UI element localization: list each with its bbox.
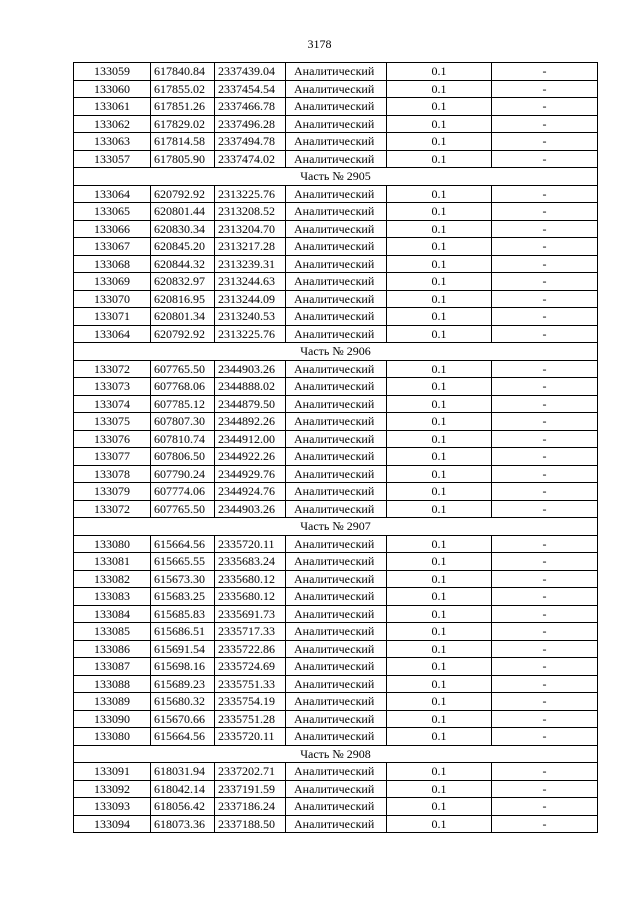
x-coordinate-cell: 615670.66	[151, 710, 215, 728]
x-coordinate-cell: 615686.51	[151, 623, 215, 641]
point-id-cell: 133078	[74, 465, 151, 483]
table-row	[74, 780, 598, 798]
method-cell: Аналитический	[286, 535, 387, 553]
extra-cell: -	[492, 675, 598, 693]
x-coordinate-cell: 615665.55	[151, 553, 215, 571]
y-coordinate-cell: 2337496.28	[215, 115, 286, 133]
x-coordinate-cell: 617805.90	[151, 150, 215, 168]
method-cell: Аналитический	[286, 500, 387, 518]
table-row	[74, 273, 598, 291]
method-cell: Аналитический	[286, 780, 387, 798]
y-coordinate-cell: 2337191.59	[215, 780, 286, 798]
x-coordinate-cell: 617814.58	[151, 133, 215, 151]
x-coordinate-cell: 617855.02	[151, 80, 215, 98]
table-row	[74, 798, 598, 816]
accuracy-cell: 0.1	[387, 290, 492, 308]
x-coordinate-cell: 617851.26	[151, 98, 215, 116]
y-coordinate-cell: 2335722.86	[215, 640, 286, 658]
point-id-cell: 133074	[74, 395, 151, 413]
y-coordinate-cell: 2344903.26	[215, 500, 286, 518]
point-id-cell: 133079	[74, 483, 151, 501]
part-title: Часть № 2905	[74, 168, 598, 186]
coordinates-table	[73, 62, 598, 833]
point-id-cell: 133080	[74, 728, 151, 746]
x-coordinate-cell: 620845.20	[151, 238, 215, 256]
y-coordinate-cell: 2313204.70	[215, 220, 286, 238]
extra-cell: -	[492, 780, 598, 798]
table-row	[74, 80, 598, 98]
method-cell: Аналитический	[286, 588, 387, 606]
accuracy-cell: 0.1	[387, 570, 492, 588]
method-cell: Аналитический	[286, 115, 387, 133]
y-coordinate-cell: 2337454.54	[215, 80, 286, 98]
method-cell: Аналитический	[286, 185, 387, 203]
extra-cell: -	[492, 640, 598, 658]
point-id-cell: 133072	[74, 500, 151, 518]
point-id-cell: 133057	[74, 150, 151, 168]
extra-cell: -	[492, 535, 598, 553]
point-id-cell: 133077	[74, 448, 151, 466]
y-coordinate-cell: 2344888.02	[215, 378, 286, 396]
method-cell: Аналитический	[286, 63, 387, 81]
x-coordinate-cell: 618042.14	[151, 780, 215, 798]
y-coordinate-cell: 2335680.12	[215, 570, 286, 588]
accuracy-cell: 0.1	[387, 483, 492, 501]
method-cell: Аналитический	[286, 553, 387, 571]
method-cell: Аналитический	[286, 413, 387, 431]
method-cell: Аналитический	[286, 798, 387, 816]
table-row	[74, 395, 598, 413]
extra-cell: -	[492, 150, 598, 168]
x-coordinate-cell: 607806.50	[151, 448, 215, 466]
x-coordinate-cell: 607785.12	[151, 395, 215, 413]
extra-cell: -	[492, 658, 598, 676]
part-title: Часть № 2906	[74, 343, 598, 361]
accuracy-cell: 0.1	[387, 693, 492, 711]
method-cell: Аналитический	[286, 308, 387, 326]
accuracy-cell: 0.1	[387, 448, 492, 466]
y-coordinate-cell: 2337439.04	[215, 63, 286, 81]
y-coordinate-cell: 2313217.28	[215, 238, 286, 256]
method-cell: Аналитический	[286, 763, 387, 781]
accuracy-cell: 0.1	[387, 308, 492, 326]
accuracy-cell: 0.1	[387, 220, 492, 238]
extra-cell: -	[492, 255, 598, 273]
table-row	[74, 588, 598, 606]
point-id-cell: 133064	[74, 185, 151, 203]
extra-cell: -	[492, 553, 598, 571]
x-coordinate-cell: 618073.36	[151, 815, 215, 833]
accuracy-cell: 0.1	[387, 763, 492, 781]
extra-cell: -	[492, 448, 598, 466]
x-coordinate-cell: 620792.92	[151, 325, 215, 343]
extra-cell: -	[492, 133, 598, 151]
extra-cell: -	[492, 308, 598, 326]
x-coordinate-cell: 620832.97	[151, 273, 215, 291]
accuracy-cell: 0.1	[387, 728, 492, 746]
y-coordinate-cell: 2335720.11	[215, 535, 286, 553]
accuracy-cell: 0.1	[387, 360, 492, 378]
table-row	[74, 413, 598, 431]
table-row	[74, 605, 598, 623]
x-coordinate-cell: 607765.50	[151, 500, 215, 518]
accuracy-cell: 0.1	[387, 395, 492, 413]
extra-cell: -	[492, 395, 598, 413]
accuracy-cell: 0.1	[387, 605, 492, 623]
accuracy-cell: 0.1	[387, 63, 492, 81]
table-row	[74, 693, 598, 711]
point-id-cell: 133087	[74, 658, 151, 676]
table-row	[74, 728, 598, 746]
x-coordinate-cell: 607774.06	[151, 483, 215, 501]
part-header-row	[74, 343, 598, 361]
table-row	[74, 308, 598, 326]
method-cell: Аналитический	[286, 395, 387, 413]
extra-cell: -	[492, 220, 598, 238]
accuracy-cell: 0.1	[387, 378, 492, 396]
table-row	[74, 535, 598, 553]
extra-cell: -	[492, 465, 598, 483]
accuracy-cell: 0.1	[387, 115, 492, 133]
method-cell: Аналитический	[286, 605, 387, 623]
y-coordinate-cell: 2313225.76	[215, 185, 286, 203]
extra-cell: -	[492, 203, 598, 221]
accuracy-cell: 0.1	[387, 553, 492, 571]
y-coordinate-cell: 2313208.52	[215, 203, 286, 221]
point-id-cell: 133081	[74, 553, 151, 571]
accuracy-cell: 0.1	[387, 815, 492, 833]
extra-cell: -	[492, 430, 598, 448]
y-coordinate-cell: 2335683.24	[215, 553, 286, 571]
extra-cell: -	[492, 483, 598, 501]
x-coordinate-cell: 615673.30	[151, 570, 215, 588]
x-coordinate-cell: 607807.30	[151, 413, 215, 431]
method-cell: Аналитический	[286, 728, 387, 746]
table-row	[74, 255, 598, 273]
table-row	[74, 63, 598, 81]
method-cell: Аналитический	[286, 238, 387, 256]
method-cell: Аналитический	[286, 150, 387, 168]
point-id-cell: 133067	[74, 238, 151, 256]
extra-cell: -	[492, 728, 598, 746]
accuracy-cell: 0.1	[387, 133, 492, 151]
table-row	[74, 98, 598, 116]
y-coordinate-cell: 2335751.33	[215, 675, 286, 693]
x-coordinate-cell: 607768.06	[151, 378, 215, 396]
method-cell: Аналитический	[286, 430, 387, 448]
x-coordinate-cell: 620816.95	[151, 290, 215, 308]
table-row	[74, 360, 598, 378]
method-cell: Аналитический	[286, 815, 387, 833]
table-row	[74, 378, 598, 396]
table-row	[74, 465, 598, 483]
table-row	[74, 640, 598, 658]
y-coordinate-cell: 2337466.78	[215, 98, 286, 116]
accuracy-cell: 0.1	[387, 413, 492, 431]
point-id-cell: 133091	[74, 763, 151, 781]
extra-cell: -	[492, 605, 598, 623]
part-header-row	[74, 518, 598, 536]
table-row	[74, 763, 598, 781]
accuracy-cell: 0.1	[387, 325, 492, 343]
accuracy-cell: 0.1	[387, 98, 492, 116]
table-row	[74, 710, 598, 728]
method-cell: Аналитический	[286, 640, 387, 658]
method-cell: Аналитический	[286, 133, 387, 151]
table-row	[74, 815, 598, 833]
part-header-row	[74, 745, 598, 763]
x-coordinate-cell: 620844.32	[151, 255, 215, 273]
y-coordinate-cell: 2313244.09	[215, 290, 286, 308]
y-coordinate-cell: 2335751.28	[215, 710, 286, 728]
accuracy-cell: 0.1	[387, 80, 492, 98]
extra-cell: -	[492, 413, 598, 431]
point-id-cell: 133060	[74, 80, 151, 98]
method-cell: Аналитический	[286, 465, 387, 483]
y-coordinate-cell: 2337186.24	[215, 798, 286, 816]
table-row	[74, 483, 598, 501]
x-coordinate-cell: 617840.84	[151, 63, 215, 81]
y-coordinate-cell: 2344912.00	[215, 430, 286, 448]
accuracy-cell: 0.1	[387, 675, 492, 693]
extra-cell: -	[492, 238, 598, 256]
accuracy-cell: 0.1	[387, 535, 492, 553]
x-coordinate-cell: 607790.24	[151, 465, 215, 483]
x-coordinate-cell: 615683.25	[151, 588, 215, 606]
accuracy-cell: 0.1	[387, 430, 492, 448]
accuracy-cell: 0.1	[387, 150, 492, 168]
accuracy-cell: 0.1	[387, 273, 492, 291]
table-row	[74, 185, 598, 203]
accuracy-cell: 0.1	[387, 185, 492, 203]
method-cell: Аналитический	[286, 203, 387, 221]
table-row	[74, 500, 598, 518]
point-id-cell: 133076	[74, 430, 151, 448]
y-coordinate-cell: 2313225.76	[215, 325, 286, 343]
y-coordinate-cell: 2335680.12	[215, 588, 286, 606]
accuracy-cell: 0.1	[387, 500, 492, 518]
point-id-cell: 133071	[74, 308, 151, 326]
method-cell: Аналитический	[286, 360, 387, 378]
y-coordinate-cell: 2344903.26	[215, 360, 286, 378]
x-coordinate-cell: 618056.42	[151, 798, 215, 816]
accuracy-cell: 0.1	[387, 658, 492, 676]
table-row	[74, 658, 598, 676]
extra-cell: -	[492, 693, 598, 711]
method-cell: Аналитический	[286, 448, 387, 466]
x-coordinate-cell: 615691.54	[151, 640, 215, 658]
point-id-cell: 133068	[74, 255, 151, 273]
accuracy-cell: 0.1	[387, 798, 492, 816]
method-cell: Аналитический	[286, 255, 387, 273]
extra-cell: -	[492, 185, 598, 203]
extra-cell: -	[492, 623, 598, 641]
x-coordinate-cell: 615689.23	[151, 675, 215, 693]
point-id-cell: 133059	[74, 63, 151, 81]
part-header-row	[74, 168, 598, 186]
extra-cell: -	[492, 98, 598, 116]
extra-cell: -	[492, 360, 598, 378]
extra-cell: -	[492, 570, 598, 588]
y-coordinate-cell: 2335754.19	[215, 693, 286, 711]
x-coordinate-cell: 607810.74	[151, 430, 215, 448]
extra-cell: -	[492, 588, 598, 606]
point-id-cell: 133073	[74, 378, 151, 396]
method-cell: Аналитический	[286, 623, 387, 641]
extra-cell: -	[492, 290, 598, 308]
y-coordinate-cell: 2344924.76	[215, 483, 286, 501]
method-cell: Аналитический	[286, 570, 387, 588]
accuracy-cell: 0.1	[387, 238, 492, 256]
table-row	[74, 115, 598, 133]
point-id-cell: 133065	[74, 203, 151, 221]
y-coordinate-cell: 2337474.02	[215, 150, 286, 168]
extra-cell: -	[492, 273, 598, 291]
x-coordinate-cell: 617829.02	[151, 115, 215, 133]
table-row	[74, 430, 598, 448]
x-coordinate-cell: 615698.16	[151, 658, 215, 676]
method-cell: Аналитический	[286, 325, 387, 343]
table-row	[74, 133, 598, 151]
point-id-cell: 133070	[74, 290, 151, 308]
accuracy-cell: 0.1	[387, 640, 492, 658]
y-coordinate-cell: 2344929.76	[215, 465, 286, 483]
method-cell: Аналитический	[286, 693, 387, 711]
method-cell: Аналитический	[286, 658, 387, 676]
accuracy-cell: 0.1	[387, 710, 492, 728]
y-coordinate-cell: 2337188.50	[215, 815, 286, 833]
extra-cell: -	[492, 63, 598, 81]
x-coordinate-cell: 615664.56	[151, 535, 215, 553]
x-coordinate-cell: 620801.44	[151, 203, 215, 221]
y-coordinate-cell: 2337494.78	[215, 133, 286, 151]
point-id-cell: 133066	[74, 220, 151, 238]
y-coordinate-cell: 2344892.26	[215, 413, 286, 431]
extra-cell: -	[492, 500, 598, 518]
x-coordinate-cell: 620801.34	[151, 308, 215, 326]
point-id-cell: 133089	[74, 693, 151, 711]
method-cell: Аналитический	[286, 98, 387, 116]
extra-cell: -	[492, 378, 598, 396]
point-id-cell: 133063	[74, 133, 151, 151]
extra-cell: -	[492, 115, 598, 133]
point-id-cell: 133061	[74, 98, 151, 116]
page-number: 3178	[307, 37, 332, 51]
y-coordinate-cell: 2335691.73	[215, 605, 286, 623]
y-coordinate-cell: 2337202.71	[215, 763, 286, 781]
point-id-cell: 133069	[74, 273, 151, 291]
method-cell: Аналитический	[286, 483, 387, 501]
point-id-cell: 133072	[74, 360, 151, 378]
extra-cell: -	[492, 325, 598, 343]
point-id-cell: 133092	[74, 780, 151, 798]
method-cell: Аналитический	[286, 675, 387, 693]
extra-cell: -	[492, 798, 598, 816]
accuracy-cell: 0.1	[387, 465, 492, 483]
y-coordinate-cell: 2313244.63	[215, 273, 286, 291]
extra-cell: -	[492, 763, 598, 781]
y-coordinate-cell: 2335724.69	[215, 658, 286, 676]
accuracy-cell: 0.1	[387, 203, 492, 221]
table-row	[74, 448, 598, 466]
point-id-cell: 133082	[74, 570, 151, 588]
table-row	[74, 325, 598, 343]
point-id-cell: 133086	[74, 640, 151, 658]
point-id-cell: 133083	[74, 588, 151, 606]
part-title: Часть № 2908	[74, 745, 598, 763]
y-coordinate-cell: 2335720.11	[215, 728, 286, 746]
point-id-cell: 133075	[74, 413, 151, 431]
table-row	[74, 553, 598, 571]
method-cell: Аналитический	[286, 273, 387, 291]
point-id-cell: 133094	[74, 815, 151, 833]
table-row	[74, 290, 598, 308]
table-row	[74, 220, 598, 238]
y-coordinate-cell: 2313239.31	[215, 255, 286, 273]
method-cell: Аналитический	[286, 80, 387, 98]
x-coordinate-cell: 615685.83	[151, 605, 215, 623]
part-title: Часть № 2907	[74, 518, 598, 536]
method-cell: Аналитический	[286, 290, 387, 308]
extra-cell: -	[492, 815, 598, 833]
accuracy-cell: 0.1	[387, 255, 492, 273]
table-row	[74, 203, 598, 221]
y-coordinate-cell: 2344922.26	[215, 448, 286, 466]
x-coordinate-cell: 620830.34	[151, 220, 215, 238]
x-coordinate-cell: 615664.56	[151, 728, 215, 746]
x-coordinate-cell: 615680.32	[151, 693, 215, 711]
point-id-cell: 133084	[74, 605, 151, 623]
x-coordinate-cell: 618031.94	[151, 763, 215, 781]
extra-cell: -	[492, 710, 598, 728]
table-row	[74, 150, 598, 168]
table-row	[74, 238, 598, 256]
table-row	[74, 570, 598, 588]
accuracy-cell: 0.1	[387, 623, 492, 641]
table-row	[74, 675, 598, 693]
point-id-cell: 133090	[74, 710, 151, 728]
accuracy-cell: 0.1	[387, 588, 492, 606]
point-id-cell: 133093	[74, 798, 151, 816]
y-coordinate-cell: 2335717.33	[215, 623, 286, 641]
point-id-cell: 133088	[74, 675, 151, 693]
x-coordinate-cell: 620792.92	[151, 185, 215, 203]
point-id-cell: 133080	[74, 535, 151, 553]
method-cell: Аналитический	[286, 710, 387, 728]
y-coordinate-cell: 2344879.50	[215, 395, 286, 413]
method-cell: Аналитический	[286, 378, 387, 396]
y-coordinate-cell: 2313240.53	[215, 308, 286, 326]
extra-cell: -	[492, 80, 598, 98]
x-coordinate-cell: 607765.50	[151, 360, 215, 378]
point-id-cell: 133062	[74, 115, 151, 133]
point-id-cell: 133064	[74, 325, 151, 343]
table-row	[74, 623, 598, 641]
point-id-cell: 133085	[74, 623, 151, 641]
method-cell: Аналитический	[286, 220, 387, 238]
accuracy-cell: 0.1	[387, 780, 492, 798]
